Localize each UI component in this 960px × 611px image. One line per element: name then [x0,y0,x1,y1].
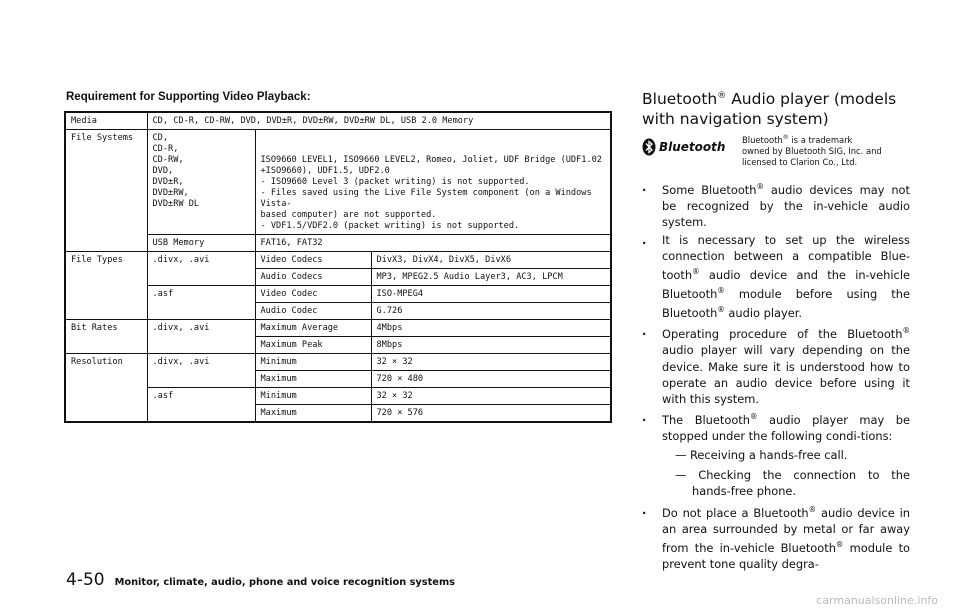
resolution-value: 720 × 576 [371,405,611,423]
file-systems-label: File Systems [65,130,147,252]
codec-value: MP3, MPEG2.5 Audio Layer3, AC3, LPCM [371,269,611,286]
resolution-value: 32 × 32 [371,388,611,405]
bit-rate-value: 8Mbps [371,337,611,354]
trademark-note: Bluetooth® is a trademark owned by Bluetooth SIG, Inc. and licensed to Clarion Co., Ltd. [742,134,882,168]
sub-list-item: — Checking the connection to the hands-free phone. [675,467,910,498]
bluetooth-logo-text: Bluetooth [659,140,726,155]
filesystem-line: +ISO9660), UDF1.5, UDF2.0 [260,166,390,176]
disc-type: CD-RW, [152,155,184,165]
list-item: . Operating procedure of the Bluetooth® audio player will vary depending on the device. Make sure it is understood how to operate an audio device before using it with this system. [642,324,910,406]
resolution-name: Minimum [255,388,371,405]
filesystem-line: - Files saved using the Live File System component (on a Windows Vista- [260,188,592,209]
codec-name: Video Codec [255,286,371,303]
table-row [65,354,611,371]
bit-rate-name: Maximum Average [255,320,371,337]
usb-memory-value: FAT16, FAT32 [255,235,611,252]
bit-rate-name: Maximum Peak [255,337,371,354]
codec-value: DivX3, DivX4, DivX5, DivX6 [371,252,611,269]
codec-name: Video Codecs [255,252,371,269]
bit-rate-ext: .divx, .avi [147,320,255,354]
watermark: carmanualsonline.info [816,594,938,607]
file-type-ext: .asf [147,286,255,320]
video-requirements-title: Requirement for Supporting Video Playback: [66,91,311,103]
resolution-value: 720 × 480 [371,371,611,388]
disc-type: DVD±R, [152,177,184,187]
bluetooth-heading: Bluetooth® Audio player (models with navigation system) [642,90,897,129]
sub-list-item: — Receiving a hands-free call. [675,448,848,463]
list-item: . Some Bluetooth® audio devices may not be recognized by the in-vehicle audio system. [642,179,910,229]
codec-name: Audio Codec [255,303,371,320]
video-spec-table [64,111,612,423]
bluetooth-section [642,86,910,574]
filesystem-line: based computer) are not supported. [260,210,437,220]
resolution-ext: .divx, .avi [147,354,255,388]
table-row [65,286,611,303]
list-item: . Do not place a Bluetooth® audio device in an area surrounded by metal or far away from the in-vehicle Bluetooth® module to prevent tone quality degra- [642,503,911,572]
resolution-ext: .asf [147,388,255,423]
page-footer [66,570,455,590]
bit-rates-label: Bit Rates [65,320,147,354]
file-types-label: File Types [65,252,147,320]
page-number: 4-50 [66,570,105,590]
disc-type: DVD±RW, [152,188,189,198]
resolution-value: 32 × 32 [371,354,611,371]
table-row [65,252,611,269]
section-title: Monitor, climate, audio, phone and voice recognition systems [114,577,455,588]
resolution-name: Maximum [255,371,371,388]
file-type-ext: .divx, .avi [147,252,255,286]
disc-filesystems-cell [255,130,611,235]
media-label: Media [65,112,147,130]
filesystem-line: ISO9660 LEVEL1, ISO9660 LEVEL2, Romeo, Joliet, UDF Bridge (UDF1.02 [260,155,602,165]
list-item: . It is necessary to set up the wireless connection between a compatible Blue-tooth® audio device and the in-vehicle Bluetooth® module before using the Bluetooth® audio player. [642,232,911,321]
bluetooth-rune-icon [642,138,656,156]
table-row [65,130,611,235]
bluetooth-logo [642,136,730,158]
usb-memory-label: USB Memory [147,235,255,252]
disc-type: DVD±RW DL [152,199,200,209]
table-row [65,388,611,405]
filesystem-line: - VDF1.5/VDF2.0 (packet writing) is not supported. [260,221,520,231]
resolution-name: Maximum [255,405,371,423]
sub-list [662,447,910,499]
bit-rate-value: 4Mbps [371,320,611,337]
codec-value: ISO-MPEG4 [371,286,611,303]
trademark-row [642,132,910,168]
resolution-label: Resolution [65,354,147,423]
media-value: CD, CD-R, CD-RW, DVD, DVD±R, DVD±RW, DVD±RW DL, USB 2.0 Memory [147,112,611,130]
disc-type: CD, [152,133,169,143]
bluetooth-notes [642,179,910,573]
disc-type: CD-R, [152,144,179,154]
disc-types-cell [147,130,255,235]
codec-name: Audio Codecs [255,269,371,286]
table-row [65,320,611,337]
resolution-name: Minimum [255,354,371,371]
codec-value: G.726 [371,303,611,320]
list-item: . The Bluetooth® audio player may be stopped under the following condi-tions: — Receiving a hands-free call. — Checking the connection to the hands-free phone. [642,410,910,498]
disc-type: DVD, [152,166,174,176]
table-row [65,112,611,130]
table-row [65,235,611,252]
filesystem-line: - ISO9660 Level 3 (packet writing) is not supported. [260,177,530,187]
